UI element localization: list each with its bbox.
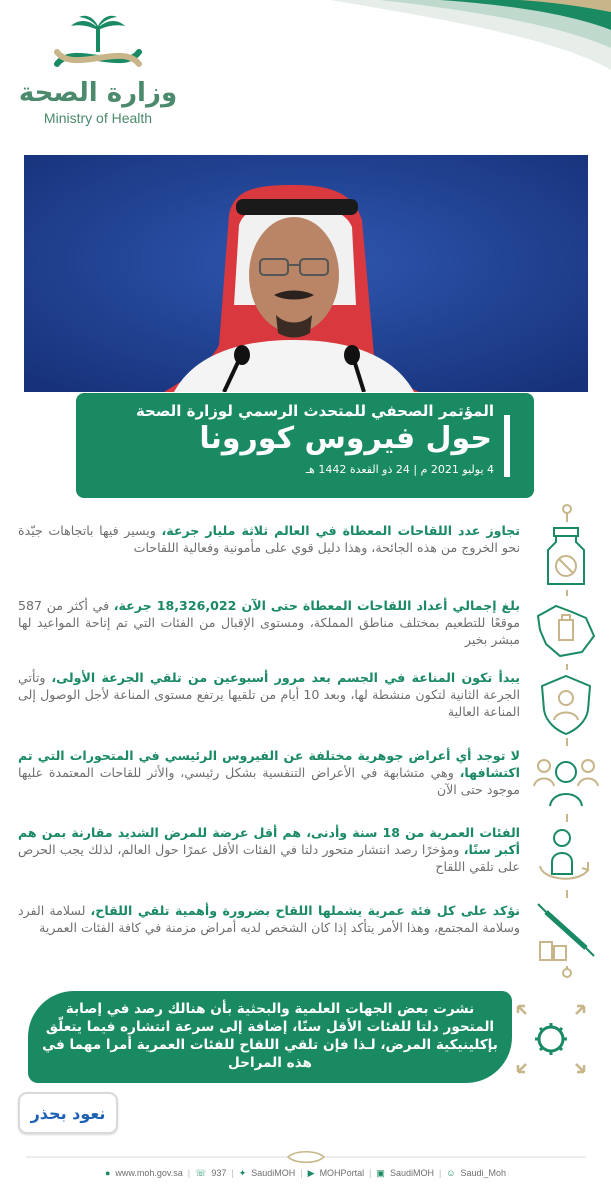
- phone-icon: ☏: [195, 1167, 207, 1178]
- fact-text: وتأتي الجرعة الثانية لتكون منشطة لها، وبعد 10 أيام من تلقيها يرتفع مستوى المناعة لأجل الوصول إلى المناعة العالية: [18, 670, 520, 719]
- palm-swords-emblem-icon: [43, 14, 153, 76]
- fact-highlight: الفئات العمرية من 18 سنة وأدنى، هم أقل عرضة للمرض الشديد مقارنة بمن هم أكبر سنًا،: [18, 825, 520, 857]
- timeline-dot-bottom: [562, 968, 572, 978]
- logo-title-english: Ministry of Health: [43, 110, 153, 126]
- fact-item-1: [18, 522, 520, 556]
- vaccine-bottle-icon: [532, 522, 600, 590]
- twitter-icon: ✦: [238, 1167, 247, 1178]
- timeline-dot-top: [562, 504, 572, 514]
- youtube-icon: ▶: [307, 1167, 315, 1178]
- footer-twitter[interactable]: SaudiMOH: [251, 1168, 296, 1178]
- speaker-photo: [24, 155, 588, 392]
- footer-snapchat[interactable]: Saudi_Moh: [460, 1168, 507, 1178]
- footer-instagram[interactable]: SaudiMOH: [389, 1168, 434, 1178]
- title-line2: حول فيروس كورونا: [199, 421, 492, 456]
- footer-separator: |: [369, 1168, 372, 1178]
- fact-text: وهي متشابهة في الأعراض التنفسية بشكل رئيسي، والأثر للقاحات المعتمدة عليها موجود حتى الآن: [18, 765, 520, 797]
- footer-separator: |: [231, 1168, 234, 1178]
- logo-title-arabic: وزارة الصحة: [18, 78, 178, 108]
- footer-separator: |: [438, 1168, 442, 1178]
- fact-highlight: بلغ إجمالي أعداد اللقاحات المعطاة حتى الآن 18,326,022 جرعة،: [113, 598, 521, 613]
- fact-text: ويسير فيها باتجاهات جيّدة نحو الخروج من هذه الجائحة، وهذا دليل قوي على مأمونية وفعالية اللقاحات: [18, 523, 520, 555]
- footer-youtube[interactable]: MOHPortal: [319, 1168, 365, 1178]
- symptoms-people-icon: [532, 746, 600, 814]
- fact-item-3: [18, 669, 520, 720]
- title-date: 4 يوليو 2021 م | 24 ذو القعدة 1442 هـ: [305, 463, 494, 476]
- fact-item-6: [18, 902, 520, 936]
- title-line1: المؤتمر الصحفي للمتحدث الرسمي لوزارة الصحة: [135, 402, 494, 420]
- saudi-map-vaccine-icon: [532, 596, 600, 664]
- title-banner: [76, 393, 534, 498]
- fact-text: ومؤخرًا رصد انتشار متحور دلتا في الفئات الأقل عمرًا حول العالم، لذلك يجب الحرص على تلقي اللقاح: [18, 842, 520, 874]
- footer-separator: |: [187, 1168, 191, 1178]
- fact-highlight: يبدأ تكون المناعة في الجسم بعد مرور أسبوعين من تلقي الجرعة الأولى،: [51, 670, 521, 685]
- footer-phone[interactable]: 937: [211, 1168, 227, 1178]
- footer-website[interactable]: www.moh.gov.sa: [115, 1168, 183, 1178]
- campaign-badge-text: نعود بحذر: [30, 1103, 106, 1123]
- snapchat-icon: ☺: [446, 1168, 456, 1178]
- fact-text: لسلامة الفرد وسلامة المجتمع، وهذا الأمر يتأكد إذا كان الشخص لديه أمراض مزمنة في كافة الفئات العمرية: [18, 903, 520, 935]
- shield-person-icon: [532, 670, 600, 738]
- fact-text: في أكثر من 587 موقعًا للتطعيم بمختلف مناطق المملكة، ومستوى الإقبال من الفئات التي تم إتاحة المواعيد لها مبشر بخير: [18, 598, 520, 647]
- fact-highlight: تجاوز عدد اللقاحات المعطاة في العالم ثلاثة مليار جرعة،: [161, 523, 520, 538]
- globe-icon: ●: [104, 1168, 111, 1178]
- instagram-icon: ▣: [376, 1167, 385, 1178]
- footer-separator: |: [300, 1168, 303, 1178]
- research-note: نشرت بعض الجهات العلمية والبحثية بأن هنالك رصد في إصابة المتحور دلتا للفئات الأقل سنًا، إضافة إلى سرعة انتشاره فيما يتعلّق بإكلينيكية المرض، لـذا فإن تلقي اللقاح للفئات العمرية أمرا مهما في هذه المراحل: [28, 991, 512, 1083]
- fact-item-4: [18, 747, 520, 798]
- title-accent-bar: [504, 415, 510, 477]
- footer-contacts: [0, 1164, 611, 1182]
- campaign-badge: [18, 1092, 118, 1134]
- syringe-vials-icon: [532, 898, 600, 966]
- fact-item-5: [18, 824, 520, 875]
- footer-divider: [26, 1150, 586, 1164]
- fact-item-2: [18, 597, 520, 648]
- virus-arrows-icon: [512, 1000, 590, 1078]
- age-group-icon: [532, 822, 600, 890]
- fact-highlight: لا توجد أي أعراض جوهرية مختلفة عن الفيروس الرئيسي في المتحورات التي تم اكتشافها،: [18, 748, 520, 780]
- fact-highlight: نؤكد على كل فئة عمرية يشملها اللقاح بضرورة وأهمية تلقي اللقاح،: [90, 903, 520, 918]
- moh-logo: [18, 14, 178, 144]
